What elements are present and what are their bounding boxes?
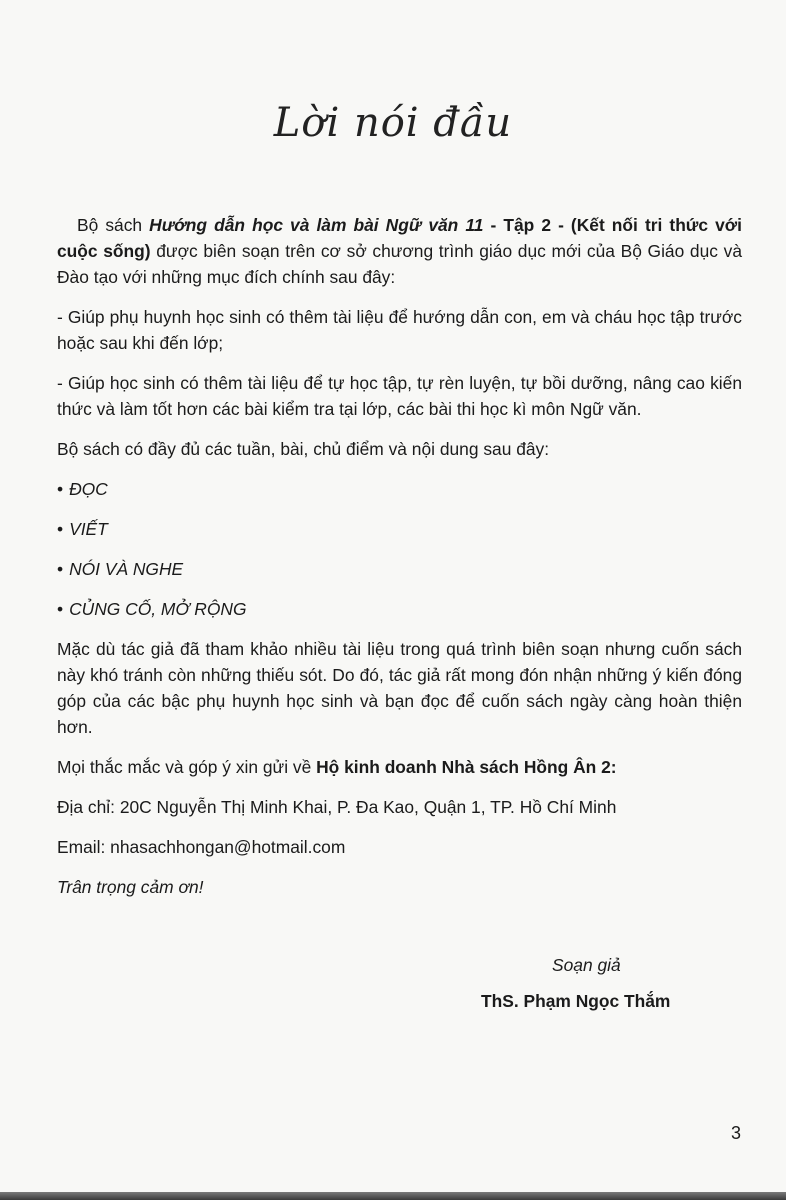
page-title: Lời nói đầu bbox=[273, 100, 513, 146]
author-role: Soạn giả bbox=[552, 955, 621, 975]
apology-paragraph: Mặc dù tác giả đã tham khảo nhiều tài liệu trong quá trình biên soạn nhưng cuốn sách này khó tránh còn những thiếu sót. Do đó, tác giả rất mong đón nhận những ý kiến đóng góp của các bậc phụ huynh học sinh và bạn đọc để cuốn sách ngày càng hoàn thiện hơn. bbox=[57, 639, 742, 737]
purpose-item: - Giúp phụ huynh học sinh có thêm tài liệu để hướng dẫn con, em và cháu học tập trước hoặc sau khi đến lớp; bbox=[57, 307, 742, 353]
intro-text-1: Bộ sách bbox=[77, 215, 150, 235]
bullet-icon: • bbox=[57, 519, 64, 539]
section-label: NÓI VÀ NGHE bbox=[69, 559, 184, 579]
section-label: VIẾT bbox=[69, 519, 108, 539]
contents-intro: Bộ sách có đầy đủ các tuần, bài, chủ điểm và nội dung sau đây: bbox=[57, 439, 550, 459]
contact-paragraph bbox=[57, 754, 742, 780]
thanks-line: Trân trọng cảm ơn! bbox=[57, 877, 204, 897]
bullet-icon: • bbox=[57, 559, 64, 579]
section-item bbox=[57, 476, 742, 502]
intro-paragraph bbox=[57, 212, 742, 290]
author-name: ThS. Phạm Ngọc Thắm bbox=[481, 991, 671, 1011]
contact-lead: Mọi thắc mắc và góp ý xin gửi về bbox=[57, 757, 317, 777]
address-line: Địa chỉ: 20C Nguyễn Thị Minh Khai, P. Đa Kao, Quận 1, TP. Hồ Chí Minh bbox=[57, 797, 617, 817]
page-number: 3 bbox=[731, 1123, 742, 1143]
section-item bbox=[57, 556, 742, 582]
section-item bbox=[57, 516, 742, 542]
publisher-name: Hộ kinh doanh Nhà sách Hồng Ân 2 bbox=[316, 757, 611, 777]
page-bottom-edge bbox=[0, 1192, 786, 1200]
section-label: ĐỌC bbox=[69, 479, 108, 499]
purpose-item: - Giúp học sinh có thêm tài liệu để tự học tập, tự rèn luyện, tự bồi dưỡng, nâng cao kiến thức và làm tốt hơn các bài kiểm tra tại lớp, các bài thi học kì môn Ngữ văn. bbox=[57, 373, 742, 419]
intro-text-3: được biên soạn trên cơ sở chương trình giáo dục mới của Bộ Giáo dục và Đào tạo với những mục đích chính sau đây: bbox=[57, 241, 742, 287]
email-line: Email: nhasachhongan@hotmail.com bbox=[57, 837, 346, 857]
book-volume: Tập 2 - (Kết nối tri thức với cuộc sống) bbox=[57, 215, 743, 261]
book-title: Hướng dẫn học và làm bài Ngữ văn 11 bbox=[149, 215, 484, 235]
intro-text-2: - bbox=[483, 215, 504, 235]
bullet-icon: • bbox=[57, 479, 64, 499]
preface-body bbox=[57, 212, 742, 914]
publisher-colon: : bbox=[610, 757, 617, 777]
bullet-icon: • bbox=[57, 599, 64, 619]
section-item bbox=[57, 596, 742, 622]
section-label: CỦNG CỐ, MỞ RỘNG bbox=[69, 599, 247, 619]
